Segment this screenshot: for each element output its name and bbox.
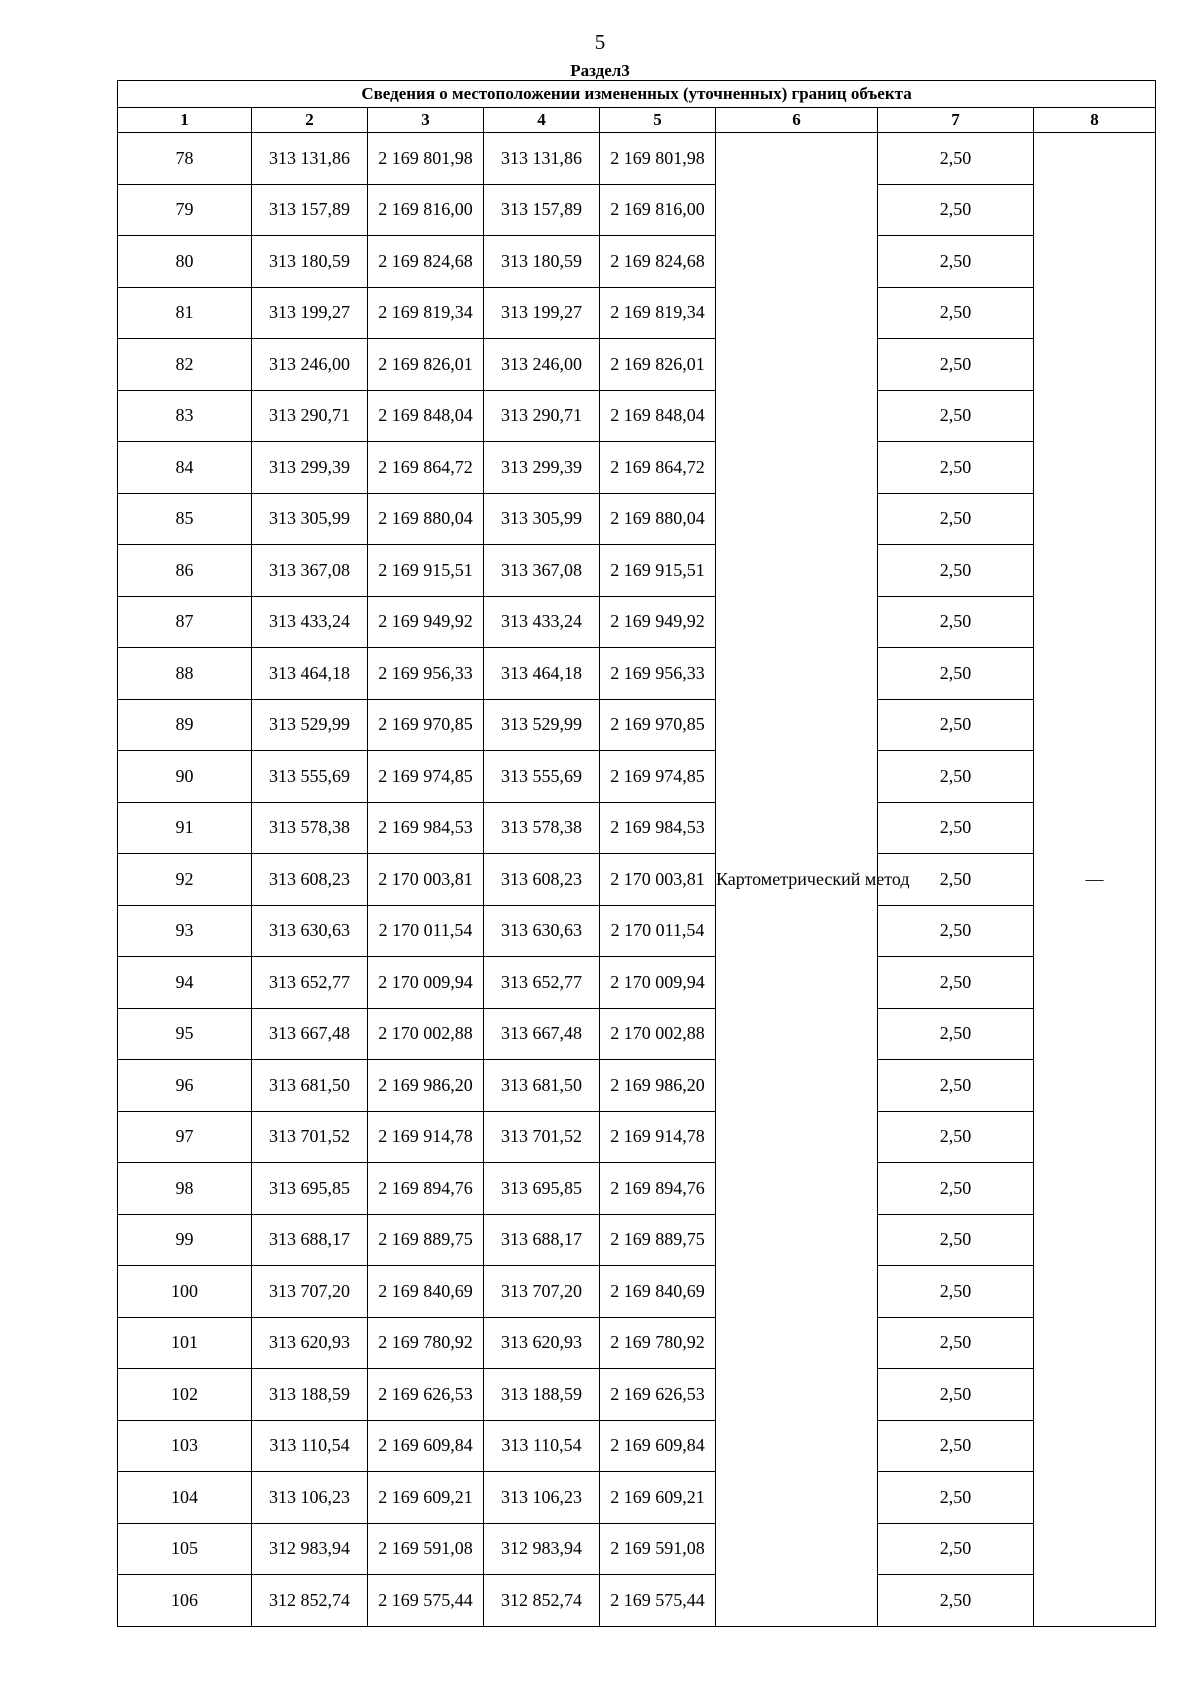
accuracy-cell: 2,50 xyxy=(878,339,1034,391)
table-row xyxy=(118,596,1156,648)
table-row xyxy=(118,1111,1156,1163)
y-existing-cell: 2 169 780,92 xyxy=(368,1317,484,1369)
accuracy-cell: 2,50 xyxy=(878,1111,1034,1163)
x-existing-cell: 313 157,89 xyxy=(252,184,368,236)
x-new-cell: 313 305,99 xyxy=(484,493,600,545)
table-row xyxy=(118,854,1156,906)
coordinates-table xyxy=(117,80,1156,1627)
accuracy-cell: 2,50 xyxy=(878,442,1034,494)
y-new-cell: 2 169 956,33 xyxy=(600,648,716,700)
y-existing-cell: 2 169 894,76 xyxy=(368,1163,484,1215)
accuracy-cell: 2,50 xyxy=(878,1060,1034,1112)
x-new-cell: 312 983,94 xyxy=(484,1523,600,1575)
x-new-cell: 313 652,77 xyxy=(484,957,600,1009)
accuracy-cell: 2,50 xyxy=(878,905,1034,957)
x-existing-cell: 313 199,27 xyxy=(252,287,368,339)
point-number-cell: 81 xyxy=(118,287,252,339)
y-new-cell: 2 169 915,51 xyxy=(600,545,716,597)
x-existing-cell: 313 555,69 xyxy=(252,751,368,803)
column-header-4: 4 xyxy=(484,108,600,133)
x-new-cell: 313 701,52 xyxy=(484,1111,600,1163)
point-number-cell: 95 xyxy=(118,1008,252,1060)
point-number-cell: 89 xyxy=(118,699,252,751)
table-row xyxy=(118,339,1156,391)
accuracy-cell: 2,50 xyxy=(878,133,1034,185)
x-new-cell: 313 246,00 xyxy=(484,339,600,391)
x-existing-cell: 313 464,18 xyxy=(252,648,368,700)
y-existing-cell: 2 170 003,81 xyxy=(368,854,484,906)
x-existing-cell: 313 290,71 xyxy=(252,390,368,442)
y-new-cell: 2 169 889,75 xyxy=(600,1214,716,1266)
y-existing-cell: 2 170 011,54 xyxy=(368,905,484,957)
x-new-cell: 313 131,86 xyxy=(484,133,600,185)
accuracy-cell: 2,50 xyxy=(878,1266,1034,1318)
point-number-cell: 100 xyxy=(118,1266,252,1318)
point-number-cell: 104 xyxy=(118,1472,252,1524)
y-existing-cell: 2 169 826,01 xyxy=(368,339,484,391)
y-new-cell: 2 169 880,04 xyxy=(600,493,716,545)
accuracy-cell: 2,50 xyxy=(878,1575,1034,1627)
x-existing-cell: 313 608,23 xyxy=(252,854,368,906)
point-number-cell: 90 xyxy=(118,751,252,803)
x-existing-cell: 313 246,00 xyxy=(252,339,368,391)
table-row xyxy=(118,1472,1156,1524)
x-existing-cell: 313 652,77 xyxy=(252,957,368,1009)
table-row xyxy=(118,1266,1156,1318)
table-row xyxy=(118,442,1156,494)
y-new-cell: 2 169 819,34 xyxy=(600,287,716,339)
table-row xyxy=(118,1369,1156,1421)
x-new-cell: 313 106,23 xyxy=(484,1472,600,1524)
accuracy-cell: 2,50 xyxy=(878,1214,1034,1266)
x-existing-cell: 313 707,20 xyxy=(252,1266,368,1318)
y-new-cell: 2 169 626,53 xyxy=(600,1369,716,1421)
y-existing-cell: 2 169 864,72 xyxy=(368,442,484,494)
accuracy-cell: 2,50 xyxy=(878,751,1034,803)
accuracy-cell: 2,50 xyxy=(878,1472,1034,1524)
point-number-cell: 92 xyxy=(118,854,252,906)
table-row xyxy=(118,905,1156,957)
column-header-5: 5 xyxy=(600,108,716,133)
point-number-cell: 98 xyxy=(118,1163,252,1215)
y-existing-cell: 2 169 816,00 xyxy=(368,184,484,236)
y-existing-cell: 2 169 974,85 xyxy=(368,751,484,803)
y-new-cell: 2 170 011,54 xyxy=(600,905,716,957)
y-new-cell: 2 170 009,94 xyxy=(600,957,716,1009)
x-new-cell: 313 110,54 xyxy=(484,1420,600,1472)
x-existing-cell: 313 188,59 xyxy=(252,1369,368,1421)
table-row xyxy=(118,184,1156,236)
accuracy-cell: 2,50 xyxy=(878,802,1034,854)
table-row xyxy=(118,1060,1156,1112)
point-number-cell: 87 xyxy=(118,596,252,648)
point-number-cell: 91 xyxy=(118,802,252,854)
x-existing-cell: 313 630,63 xyxy=(252,905,368,957)
accuracy-cell: 2,50 xyxy=(878,1008,1034,1060)
table-row xyxy=(118,802,1156,854)
method-cell: Картометрический метод xyxy=(716,133,878,1627)
y-existing-cell: 2 169 970,85 xyxy=(368,699,484,751)
y-existing-cell: 2 169 915,51 xyxy=(368,545,484,597)
table-row xyxy=(118,1317,1156,1369)
y-existing-cell: 2 169 591,08 xyxy=(368,1523,484,1575)
y-existing-cell: 2 169 609,21 xyxy=(368,1472,484,1524)
accuracy-cell: 2,50 xyxy=(878,648,1034,700)
y-new-cell: 2 169 986,20 xyxy=(600,1060,716,1112)
x-new-cell: 313 290,71 xyxy=(484,390,600,442)
y-existing-cell: 2 169 880,04 xyxy=(368,493,484,545)
y-new-cell: 2 169 609,21 xyxy=(600,1472,716,1524)
x-existing-cell: 313 620,93 xyxy=(252,1317,368,1369)
table-row xyxy=(118,957,1156,1009)
table-row xyxy=(118,287,1156,339)
point-number-cell: 102 xyxy=(118,1369,252,1421)
y-new-cell: 2 169 801,98 xyxy=(600,133,716,185)
point-number-cell: 106 xyxy=(118,1575,252,1627)
x-existing-cell: 313 131,86 xyxy=(252,133,368,185)
x-new-cell: 313 367,08 xyxy=(484,545,600,597)
point-number-cell: 93 xyxy=(118,905,252,957)
x-new-cell: 313 695,85 xyxy=(484,1163,600,1215)
point-number-cell: 80 xyxy=(118,236,252,288)
accuracy-cell: 2,50 xyxy=(878,236,1034,288)
x-new-cell: 313 667,48 xyxy=(484,1008,600,1060)
accuracy-cell: 2,50 xyxy=(878,957,1034,1009)
point-number-cell: 99 xyxy=(118,1214,252,1266)
x-existing-cell: 313 433,24 xyxy=(252,596,368,648)
accuracy-cell: 2,50 xyxy=(878,1369,1034,1421)
x-new-cell: 313 578,38 xyxy=(484,802,600,854)
point-number-cell: 101 xyxy=(118,1317,252,1369)
table-row xyxy=(118,699,1156,751)
table-row xyxy=(118,390,1156,442)
y-existing-cell: 2 169 819,34 xyxy=(368,287,484,339)
accuracy-cell: 2,50 xyxy=(878,493,1034,545)
y-existing-cell: 2 169 840,69 xyxy=(368,1266,484,1318)
point-number-cell: 105 xyxy=(118,1523,252,1575)
x-new-cell: 313 157,89 xyxy=(484,184,600,236)
y-existing-cell: 2 170 002,88 xyxy=(368,1008,484,1060)
y-new-cell: 2 169 840,69 xyxy=(600,1266,716,1318)
table-row xyxy=(118,133,1156,185)
y-new-cell: 2 169 974,85 xyxy=(600,751,716,803)
x-new-cell: 312 852,74 xyxy=(484,1575,600,1627)
y-new-cell: 2 169 894,76 xyxy=(600,1163,716,1215)
accuracy-cell: 2,50 xyxy=(878,545,1034,597)
y-new-cell: 2 169 591,08 xyxy=(600,1523,716,1575)
x-existing-cell: 313 695,85 xyxy=(252,1163,368,1215)
accuracy-cell: 2,50 xyxy=(878,1420,1034,1472)
table-row xyxy=(118,1008,1156,1060)
y-new-cell: 2 169 848,04 xyxy=(600,390,716,442)
x-new-cell: 313 188,59 xyxy=(484,1369,600,1421)
y-new-cell: 2 169 949,92 xyxy=(600,596,716,648)
table-row xyxy=(118,236,1156,288)
x-new-cell: 313 199,27 xyxy=(484,287,600,339)
x-existing-cell: 313 305,99 xyxy=(252,493,368,545)
x-existing-cell: 313 529,99 xyxy=(252,699,368,751)
table-row xyxy=(118,493,1156,545)
accuracy-cell: 2,50 xyxy=(878,1317,1034,1369)
column-header-3: 3 xyxy=(368,108,484,133)
table-caption: Сведения о местоположении измененных (уточненных) границ объекта xyxy=(118,81,1156,108)
y-existing-cell: 2 169 575,44 xyxy=(368,1575,484,1627)
accuracy-cell: 2,50 xyxy=(878,287,1034,339)
x-existing-cell: 313 667,48 xyxy=(252,1008,368,1060)
y-new-cell: 2 169 864,72 xyxy=(600,442,716,494)
x-existing-cell: 313 106,23 xyxy=(252,1472,368,1524)
accuracy-cell: 2,50 xyxy=(878,854,1034,906)
x-existing-cell: 313 180,59 xyxy=(252,236,368,288)
y-existing-cell: 2 169 956,33 xyxy=(368,648,484,700)
y-existing-cell: 2 169 801,98 xyxy=(368,133,484,185)
accuracy-cell: 2,50 xyxy=(878,1163,1034,1215)
y-new-cell: 2 169 816,00 xyxy=(600,184,716,236)
x-new-cell: 313 529,99 xyxy=(484,699,600,751)
table-row xyxy=(118,1214,1156,1266)
x-existing-cell: 313 688,17 xyxy=(252,1214,368,1266)
x-new-cell: 313 608,23 xyxy=(484,854,600,906)
y-existing-cell: 2 169 984,53 xyxy=(368,802,484,854)
table-row xyxy=(118,545,1156,597)
point-number-cell: 83 xyxy=(118,390,252,442)
x-new-cell: 313 433,24 xyxy=(484,596,600,648)
y-new-cell: 2 169 824,68 xyxy=(600,236,716,288)
y-existing-cell: 2 170 009,94 xyxy=(368,957,484,1009)
point-number-cell: 103 xyxy=(118,1420,252,1472)
y-new-cell: 2 169 914,78 xyxy=(600,1111,716,1163)
y-existing-cell: 2 169 949,92 xyxy=(368,596,484,648)
point-number-cell: 82 xyxy=(118,339,252,391)
x-existing-cell: 313 299,39 xyxy=(252,442,368,494)
y-new-cell: 2 169 984,53 xyxy=(600,802,716,854)
x-existing-cell: 313 110,54 xyxy=(252,1420,368,1472)
table-row xyxy=(118,1523,1156,1575)
y-existing-cell: 2 169 986,20 xyxy=(368,1060,484,1112)
x-new-cell: 313 688,17 xyxy=(484,1214,600,1266)
accuracy-cell: 2,50 xyxy=(878,184,1034,236)
point-number-cell: 85 xyxy=(118,493,252,545)
y-existing-cell: 2 169 848,04 xyxy=(368,390,484,442)
column-header-1: 1 xyxy=(118,108,252,133)
accuracy-cell: 2,50 xyxy=(878,596,1034,648)
x-new-cell: 313 707,20 xyxy=(484,1266,600,1318)
point-number-cell: 88 xyxy=(118,648,252,700)
point-number-cell: 96 xyxy=(118,1060,252,1112)
section-title: Раздел3 xyxy=(570,61,630,80)
point-number-cell: 79 xyxy=(118,184,252,236)
x-new-cell: 313 464,18 xyxy=(484,648,600,700)
y-existing-cell: 2 169 914,78 xyxy=(368,1111,484,1163)
y-new-cell: 2 169 780,92 xyxy=(600,1317,716,1369)
point-number-cell: 78 xyxy=(118,133,252,185)
x-new-cell: 313 299,39 xyxy=(484,442,600,494)
column-header-2: 2 xyxy=(252,108,368,133)
column-header-6: 6 xyxy=(716,108,878,133)
table-row xyxy=(118,751,1156,803)
y-existing-cell: 2 169 609,84 xyxy=(368,1420,484,1472)
x-existing-cell: 313 701,52 xyxy=(252,1111,368,1163)
table-row xyxy=(118,648,1156,700)
y-existing-cell: 2 169 889,75 xyxy=(368,1214,484,1266)
x-new-cell: 313 620,93 xyxy=(484,1317,600,1369)
table-body xyxy=(118,133,1156,1627)
table-row xyxy=(118,1575,1156,1627)
x-existing-cell: 313 578,38 xyxy=(252,802,368,854)
page-number: 5 xyxy=(594,30,606,54)
x-existing-cell: 312 983,94 xyxy=(252,1523,368,1575)
accuracy-cell: 2,50 xyxy=(878,390,1034,442)
y-new-cell: 2 170 003,81 xyxy=(600,854,716,906)
point-number-cell: 86 xyxy=(118,545,252,597)
y-new-cell: 2 169 826,01 xyxy=(600,339,716,391)
point-number-cell: 84 xyxy=(118,442,252,494)
x-new-cell: 313 630,63 xyxy=(484,905,600,957)
note-cell: — xyxy=(1034,133,1156,1627)
column-header-8: 8 xyxy=(1034,108,1156,133)
x-new-cell: 313 555,69 xyxy=(484,751,600,803)
y-new-cell: 2 169 609,84 xyxy=(600,1420,716,1472)
y-new-cell: 2 169 970,85 xyxy=(600,699,716,751)
x-existing-cell: 312 852,74 xyxy=(252,1575,368,1627)
y-existing-cell: 2 169 824,68 xyxy=(368,236,484,288)
table-row xyxy=(118,1163,1156,1215)
x-existing-cell: 313 367,08 xyxy=(252,545,368,597)
accuracy-cell: 2,50 xyxy=(878,699,1034,751)
x-new-cell: 313 681,50 xyxy=(484,1060,600,1112)
x-existing-cell: 313 681,50 xyxy=(252,1060,368,1112)
x-new-cell: 313 180,59 xyxy=(484,236,600,288)
point-number-cell: 97 xyxy=(118,1111,252,1163)
table-row xyxy=(118,1420,1156,1472)
column-header-7: 7 xyxy=(878,108,1034,133)
y-existing-cell: 2 169 626,53 xyxy=(368,1369,484,1421)
accuracy-cell: 2,50 xyxy=(878,1523,1034,1575)
y-new-cell: 2 170 002,88 xyxy=(600,1008,716,1060)
y-new-cell: 2 169 575,44 xyxy=(600,1575,716,1627)
point-number-cell: 94 xyxy=(118,957,252,1009)
